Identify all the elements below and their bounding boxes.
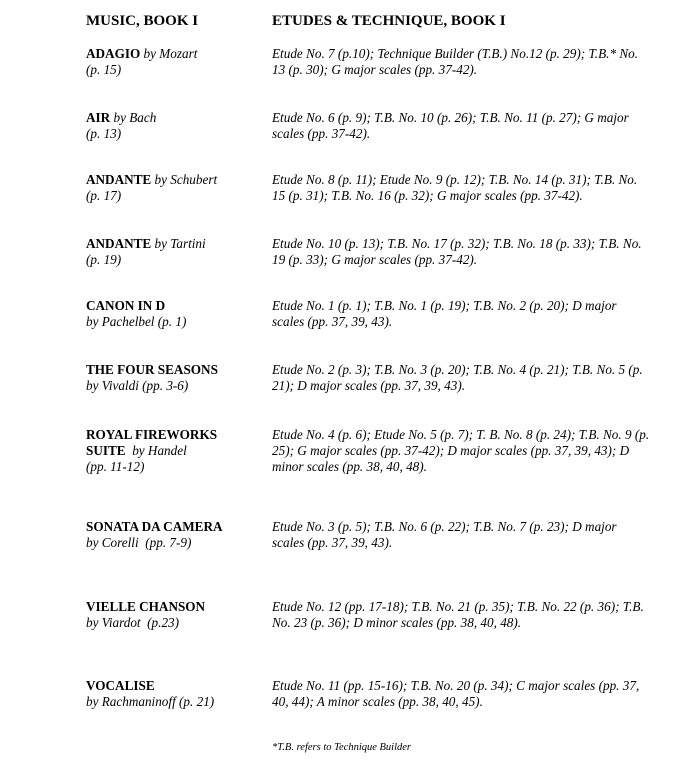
piece-title: AIR — [86, 110, 111, 125]
piece-composer: by Tartini — [151, 236, 206, 251]
piece-composer: by Handel — [125, 443, 187, 458]
reference-cell: Etude No. 6 (p. 9); T.B. No. 10 (p. 26); T.B. No. 11 (p. 27); G major scales (pp. 37-42). — [272, 110, 629, 141]
reference-cell: Etude No. 7 (p.10); Technique Builder (T.B.) No.12 (p. 29); T.B.* No. 13 (p. 30); G major scales (pp. 37-42). — [272, 46, 639, 77]
piece-title: VIELLE CHANSON — [86, 599, 206, 614]
piece-cell — [86, 236, 266, 268]
piece-cell — [86, 519, 266, 551]
piece-title: THE FOUR SEASONS — [86, 362, 218, 377]
piece-page: (p. 19) — [86, 252, 122, 267]
piece-composer: by Mozart — [140, 46, 198, 61]
piece-page: (p. 13) — [86, 126, 122, 141]
piece-title-continued: SUITE — [86, 443, 126, 458]
piece-title: CANON IN D — [86, 298, 166, 313]
piece-title: VOCALISE — [86, 678, 155, 693]
piece-title: SONATA DA CAMERA — [86, 519, 223, 534]
footnote: *T.B. refers to Technique Builder — [272, 742, 412, 753]
piece-cell — [86, 172, 266, 204]
piece-composer: by Rachmaninoff (p. 21) — [86, 694, 215, 709]
piece-page: (p. 17) — [86, 188, 122, 203]
piece-composer: by Schubert — [151, 172, 218, 187]
piece-cell — [86, 427, 266, 475]
piece-composer: by Corelli (pp. 7-9) — [86, 535, 192, 550]
reference-cell: Etude No. 11 (pp. 15-16); T.B. No. 20 (p. 34); C major scales (pp. 37, 40, 44); A minor scales (pp. 38, 40, 45). — [272, 678, 640, 709]
piece-title: ANDANTE — [86, 172, 152, 187]
reference-cell: Etude No. 8 (p. 11); Etude No. 9 (p. 12); T.B. No. 14 (p. 31); T.B. No. 15 (p. 31); T.B. No. 16 (p. 32); G major scales (pp. 37-42). — [272, 172, 638, 203]
piece-title: ROYAL FIREWORKS — [86, 427, 218, 442]
piece-cell — [86, 298, 266, 330]
piece-cell — [86, 110, 266, 142]
piece-title: ANDANTE — [86, 236, 152, 251]
piece-cell — [86, 678, 266, 710]
reference-cell: Etude No. 4 (p. 6); Etude No. 5 (p. 7); T. B. No. 8 (p. 24); T.B. No. 9 (p. 25); G major scales (pp. 37-42); D major scales (pp. 37, 39, 43); D minor scales (pp. 38, 40, 48). — [272, 427, 650, 474]
reference-cell: Etude No. 3 (p. 5); T.B. No. 6 (p. 22); T.B. No. 7 (p. 23); D major scales (pp. 37, 39, 43). — [272, 519, 617, 550]
piece-title: ADAGIO — [86, 46, 141, 61]
piece-composer: by Bach — [110, 110, 157, 125]
piece-page: (p. 15) — [86, 62, 122, 77]
column-header-etudes-technique: ETUDES & TECHNIQUE, BOOK I — [272, 13, 506, 29]
piece-cell — [86, 362, 266, 394]
piece-composer: by Vivaldi (pp. 3-6) — [86, 378, 189, 393]
reference-cell: Etude No. 10 (p. 13); T.B. No. 17 (p. 32); T.B. No. 18 (p. 33); T.B. No. 19 (p. 33); G major scales (pp. 37-42). — [272, 236, 642, 267]
reference-cell: Etude No. 1 (p. 1); T.B. No. 1 (p. 19); T.B. No. 2 (p. 20); D major scales (pp. 37, 39, 43). — [272, 298, 617, 329]
column-header-music-book: MUSIC, BOOK I — [86, 13, 199, 29]
piece-composer: by Viardot (p.23) — [86, 615, 180, 630]
piece-cell — [86, 599, 266, 631]
piece-composer: by Pachelbel (p. 1) — [86, 314, 187, 329]
piece-page: (pp. 11-12) — [86, 459, 145, 474]
piece-cell — [86, 46, 266, 78]
reference-cell: Etude No. 2 (p. 3); T.B. No. 3 (p. 20); T.B. No. 4 (p. 21); T.B. No. 5 (p. 21); D major scales (pp. 37, 39, 43). — [272, 362, 643, 393]
reference-cell: Etude No. 12 (pp. 17-18); T.B. No. 21 (p. 35); T.B. No. 22 (p. 36); T.B. No. 23 (p. 36); D minor scales (pp. 38, 40, 48). — [272, 599, 644, 630]
